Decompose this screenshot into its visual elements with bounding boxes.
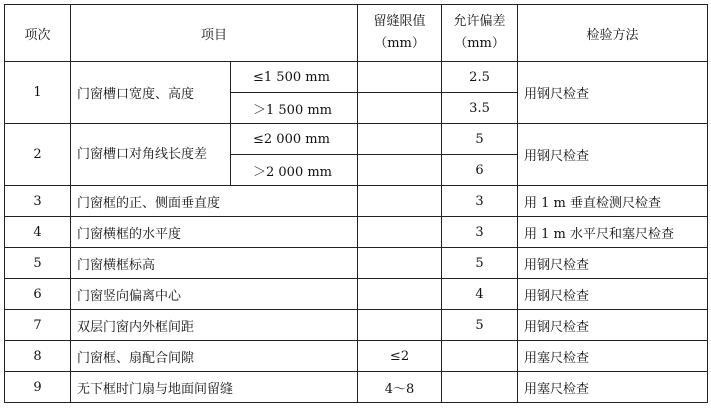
table-row [5, 217, 708, 248]
cell-item: 门窗槽口宽度、高度 [71, 62, 231, 124]
cell-cond: ＞1 500 mm [231, 93, 358, 124]
cell-no: 5 [5, 248, 71, 279]
cell-item: 门窗槽口对角线长度差 [71, 124, 231, 186]
cell-item: 无下框时门扇与地面间留缝 [71, 372, 358, 403]
cell-no: 9 [5, 372, 71, 403]
cell-method: 用钢尺检查 [518, 310, 708, 341]
table-row [5, 279, 708, 310]
cell-item: 门窗横框的水平度 [71, 217, 358, 248]
cell-gap [358, 155, 442, 186]
cell-gap [358, 186, 442, 217]
cell-cond: ＞2 000 mm [231, 155, 358, 186]
cell-dev: 5 [442, 310, 518, 341]
cell-dev: 3 [442, 217, 518, 248]
header-gap-line1: 留缝限值 [373, 14, 426, 29]
table-row [5, 341, 708, 372]
cell-item: 门窗框、扇配合间隙 [71, 341, 358, 372]
cell-gap [358, 124, 442, 155]
cell-item: 门窗框的正、侧面垂直度 [71, 186, 358, 217]
cell-cond: ≤2 000 mm [231, 124, 358, 155]
cell-dev: 5 [442, 248, 518, 279]
header-no: 项次 [5, 5, 71, 62]
cell-item: 门窗竖向偏离中心 [71, 279, 358, 310]
cell-method: 用 1 m 垂直检测尺检查 [518, 186, 708, 217]
cell-item: 门窗横框标高 [71, 248, 358, 279]
header-gap [358, 5, 442, 62]
cell-cond: ≤1 500 mm [231, 62, 358, 93]
cell-method: 用塞尺检查 [518, 341, 708, 372]
cell-gap [358, 310, 442, 341]
cell-no: 7 [5, 310, 71, 341]
cell-dev: 2.5 [442, 62, 518, 93]
cell-dev: 4 [442, 279, 518, 310]
cell-gap [358, 62, 442, 93]
cell-item: 双层门窗内外框间距 [71, 310, 358, 341]
cell-method: 用塞尺检查 [518, 372, 708, 403]
header-gap-line2: （mm） [374, 36, 425, 51]
cell-method: 用钢尺检查 [518, 62, 708, 124]
table-row [5, 124, 708, 155]
table-header-row [5, 5, 708, 62]
cell-no: 8 [5, 341, 71, 372]
cell-no: 3 [5, 186, 71, 217]
header-dev-line2: （mm） [454, 36, 505, 51]
cell-gap [358, 93, 442, 124]
header-method: 检验方法 [518, 5, 708, 62]
cell-gap: ≤2 [358, 341, 442, 372]
cell-no: 1 [5, 62, 71, 124]
cell-dev: 6 [442, 155, 518, 186]
cell-method: 用 1 m 水平尺和塞尺检查 [518, 217, 708, 248]
table-row [5, 248, 708, 279]
table-row [5, 62, 708, 93]
cell-no: 6 [5, 279, 71, 310]
cell-dev [442, 341, 518, 372]
cell-method: 用钢尺检查 [518, 279, 708, 310]
inspection-table [4, 4, 708, 403]
header-dev-line1: 允许偏差 [453, 14, 506, 29]
table-row [5, 372, 708, 403]
cell-dev: 3 [442, 186, 518, 217]
cell-dev [442, 372, 518, 403]
cell-dev: 5 [442, 124, 518, 155]
cell-method: 用钢尺检查 [518, 124, 708, 186]
cell-no: 2 [5, 124, 71, 186]
cell-gap: 4～8 [358, 372, 442, 403]
cell-gap [358, 279, 442, 310]
table-row [5, 310, 708, 341]
cell-gap [358, 248, 442, 279]
table-row [5, 186, 708, 217]
header-dev [442, 5, 518, 62]
cell-dev: 3.5 [442, 93, 518, 124]
header-item: 项目 [71, 5, 358, 62]
cell-no: 4 [5, 217, 71, 248]
cell-gap [358, 217, 442, 248]
cell-method: 用钢尺检查 [518, 248, 708, 279]
